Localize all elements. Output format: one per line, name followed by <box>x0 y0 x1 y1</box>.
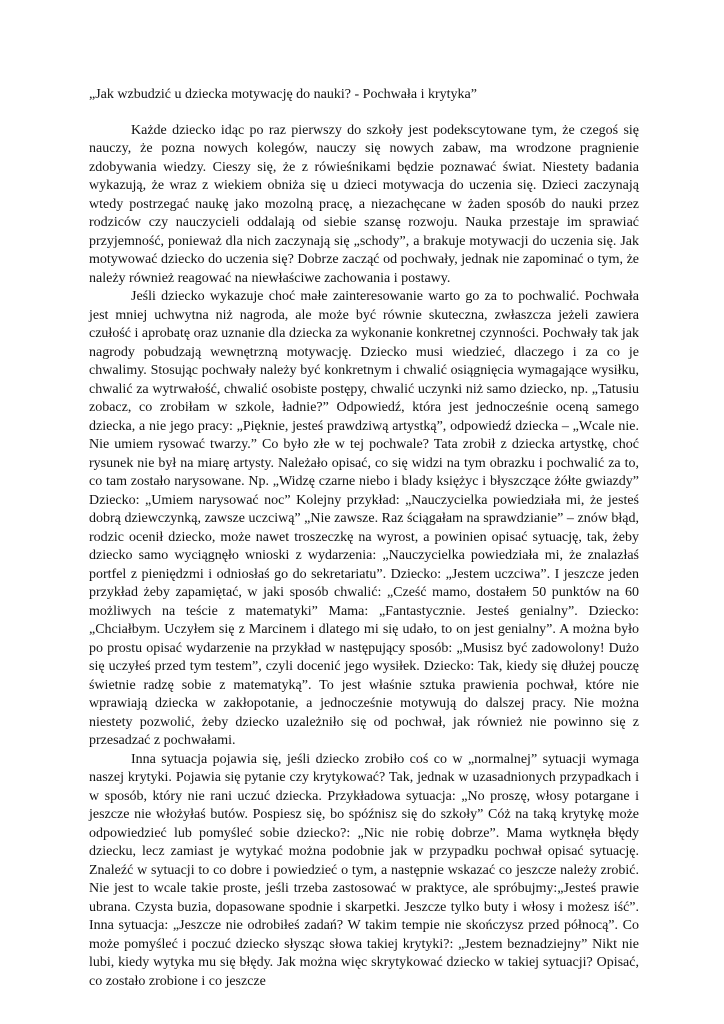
paragraph-1: Każde dziecko idąc po raz pierwszy do szkoły jest podekscytowane tym, że czegoś się nauczy, że pozna nowych kolegów, nauczy się nowych zabaw, ma wrodzone pragnienie zdobywania wiedzy. Cieszy się, że z rówieśnikami będzie poznawać świat. Niestety badania wykazują, że wraz z wiekiem obniża się u dzieci motywacja do uczenia się. Dzieci zaczynają wtedy postrzegać naukę jako mozolną pracę, a niezachęcane w żaden sposób do nauki przez rodziców czy nauczycieli oddalają od siebie szansę rozwoju. Nauka przestaje im sprawiać przyjemność, ponieważ dla nich zaczynają się „schody”, a brakuje motywacji do uczenia się. Jak motywować dziecko do uczenia się? Dobrze zacząć od pochwały, jednak nie zapominać o tym, że należy również reagować na niewłaściwe zachowania i postawy. <box>89 122 639 286</box>
document-page <box>89 86 639 991</box>
document-title: „Jak wzbudzić u dziecka motywację do nauki? - Pochwała i krytyka” <box>89 87 477 102</box>
paragraph-2: Jeśli dziecko wykazuje choć małe zainteresowanie warto go za to pochwalić. Pochwała jest mniej uchwytna niż nagroda, ale może być równie skuteczna, zwłaszcza jeżeli zawiera czułość i aprobatę oraz uznanie dla dziecka za wykonanie konkretnej czynności. Pochwały tak jak nagrody pobudzają wewnętrzną motywację. Dziecko musi wiedzieć, dlaczego i za co je chwalimy. Stosując pochwały należy być konkretnym i chwalić osiągnięcia wymagające wysiłku, chwalić za wytrwałość, chwalić osobiste postępy, chwalić uczynki niż samo dziecko, np. „Tatusiu zobacz, co zrobiłam w szkole, ładnie?” Odpowiedź, która jest jednocześnie oceną samego dziecka, a nie jego pracy: „Pięknie, jesteś prawdziwą artystką”, odpowiedź dziecka – „Wcale nie. Nie umiem rysować twarzy.” Co było złe w tej pochwale? Tata zrobił z dziecka artystkę, choć rysunek nie był na miarę artysty. Należało opisać, co się widzi na tym obrazku i pochwalić za to, co tam zostało narysowane. Np. „Widzę czarne niebo i blady księżyc i błyszczące żółte gwiazdy” Dziecko: „Umiem narysować noc” Kolejny przykład: „Nauczycielka powiedziała mi, że jesteś dobrą dziewczynką, zawsze uczciwą” „Nie zawsze. Raz ściągałam na sprawdzianie” – znów błąd, rodzic ocenił dziecko, może nawet troszeczkę na wyrost, a powinien opisać sytuację, tak, żeby dziecko samo wyciągnęło wnioski z wydarzenia: „Nauczycielka powiedziała mi, że znalazłaś portfel z pieniędzmi i odniosłaś go do sekretariatu”. Dziecko: „Jestem uczciwa”. I jeszcze jeden przykład żeby zapamiętać, w jaki sposób chwalić: „Cześć mamo, dostałem 50 punktów na 60 możliwych na teście z matematyki” Mama: „Fantastycznie. Jesteś genialny”. Dziecko: „Chciałbym. Uczyłem się z Marcinem i dlatego mi się udało, to on jest genialny”. A można było po prostu opisać wydarzenie na przykład w następujący sposób: „Musisz być zadowolony! Dużo się uczyłeś przed tym testem”, czyli docenić jego wysiłek. Dziecko: Tak, kiedy się dłużej pouczę świetnie radzę sobie z matematyką”. To jest właśnie sztuka prawienia pochwał, które nie wprawiają dziecka w zakłopotanie, a jednocześnie motywują do dalszej pracy. Nie można niestety pozwolić, żeby dziecko uzależniło się od pochwał, jak również nie powinno się z przesadzać z pochwałami. <box>89 289 639 748</box>
paragraph-3: Inna sytuacja pojawia się, jeśli dziecko zrobiło coś co w „normalnej” sytuacji wymaga naszej krytyki. Pojawia się pytanie czy krytykować? Tak, jednak w uzasadnionych przypadkach i w sposób, który nie rani uczuć dziecka. Przykładowa sytuacja: „No proszę, włosy potargane i jeszcze nie włożyłaś butów. Pospiesz się, bo spóźnisz się do szkoły” Cóż na taką krytykę może odpowiedzieć lub pomyśleć sobie dziecko?: „Nic nie robię dobrze”. Mama wytknęła błędy dziecku, lecz zamiast je wytykać można podobnie jak w przypadku pochwał opisać sytuację. Znaleźć w sytuacji to co dobre i powiedzieć o tym, a następnie wskazać co jeszcze należy zrobić. Nie jest to wcale takie proste, jeśli trzeba zastosować w praktyce, ale spróbujmy:„Jesteś prawie ubrana. Czysta buzia, dopasowane spodnie i skarpetki. Jeszcze tylko buty i włosy i możesz iść”. Inna sytuacja: „Jeszcze nie odrobiłeś zadań? W takim tempie nie skończysz przed północą”. Co może pomyśleć i poczuć dziecko słysząc słowa takiej krytyki?: „Jestem beznadziejny” Nikt nie lubi, kiedy wytyka mu się błędy. Jak można więc skrytykować dziecko w takiej sytuacji? Opisać, co zostało zrobione i co jeszcze <box>89 751 639 989</box>
